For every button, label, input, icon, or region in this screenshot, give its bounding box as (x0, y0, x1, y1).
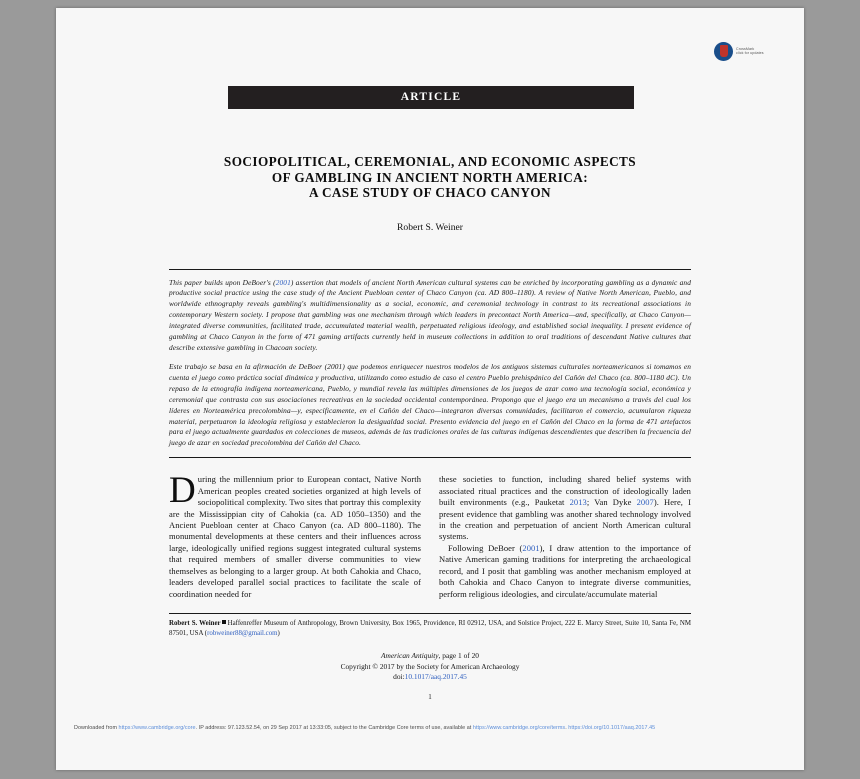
abstract-en-part1: This paper builds upon DeBoer's ( (169, 277, 276, 287)
cambridge-terms-link[interactable]: https://www.cambridge.org/core/terms (472, 725, 566, 731)
download-prefix: Downloaded from (74, 725, 119, 731)
abstract-bottom-rule (169, 457, 691, 458)
body-right-text-a: these societies to function, including shared belief systems with associated ritual practices and the construction of ideologically laden built environments (e.g., Pauketat (439, 474, 691, 508)
body-columns (169, 470, 691, 600)
page-title (169, 154, 691, 201)
body-paragraph-right-1 (439, 474, 691, 543)
abstract-section (169, 269, 691, 459)
journal-pageinfo: , page 1 of 20 (438, 651, 479, 661)
footnote-rule (169, 613, 691, 614)
page-content (169, 8, 691, 701)
journal-info (169, 651, 691, 682)
journal-line-1 (169, 651, 691, 661)
crossmark-label: CrossMark (736, 46, 755, 51)
square-bullet-icon (222, 620, 226, 624)
download-source-bar (74, 724, 714, 732)
crossmark-inner-mark (720, 45, 728, 57)
body-column-right (439, 474, 691, 600)
page-number: 1 (428, 693, 432, 702)
doi-link[interactable]: 10.1017/aaq.2017.45 (404, 671, 467, 681)
footnote-affiliation-text: Haffenreffer Museum of Anthropology, Brown University, Box 1965, Providence, RI 02912, USA, and Solstice Project, 222 E. Marcy Street, Suite 10, Santa Fe, NM 87501, USA ( (169, 620, 692, 637)
abstract-spanish: Este trabajo se basa en la afirmación de DeBoer (2001) que podemos enriquecer nuestros modelos de los antiguos sistemas culturales norteamericanos si tomamos en cuenta el juego como práctica social dinámica y productiva, utilizando como estudio de caso el centro Pueblo prehispánico del Cañón del Chaco (ca. 800–1180 dC). Un repaso de la etnografía indígena norteamericana, Pueblo, y mundial revela las múltiples dimensiones de los juegos de azar como una tecnología social, económica y ceremonial que contrasta con sus asociaciones recreativas en la sociedad occidental contemporánea. Propongo que el juego era un mecanismo a través del cual los líderes en Norteamérica precolombina—y, específicamente, en el Cañón del Chaco—integraron diversas comunidades, facilitaron el comercio, acumularon riqueza material, perpetuaron la ideología religiosa y establecieron la desigualdad social. Presento evidencia del juego en el Cañón del Chaco en la forma de 471 artefactos para el juego actualmente guardados en colecciones de museos, además de las tradiciones orales de las culturas indígenas descendientes que describen la frecuencia del juego de azar en sociedad precolombina del Cañón del Chaco. (169, 362, 691, 448)
journal-doi (169, 672, 691, 682)
author-email-link[interactable]: robweiner88@gmail.com (207, 629, 278, 637)
crossmark-sublabel: click for updates (736, 51, 764, 55)
abstract-en-citation-link[interactable]: 2001 (275, 277, 291, 287)
crossmark-logo[interactable] (714, 40, 774, 62)
journal-copyright: Copyright © 2017 by the Society for American Archaeology (340, 661, 520, 671)
paper-page (56, 8, 804, 770)
body-right-text-c: ). Here, I present evidence that gambling was another shared technology involved in the creation and perpetuation of ancient North American cultural systems. (439, 497, 691, 542)
author-affiliation-footnote (169, 619, 691, 638)
journal-name: American Antiquity (381, 651, 439, 661)
title-line-2: OF GAMBLING IN ANCIENT NORTH AMERICA: (271, 169, 589, 185)
abstract-en-part2: ) assertion that models of ancient North American cultural systems can be enriched by incorporating gambling as a dynamic and productive social practice using the case study of the Ancient Puebloan center of Chaco Canyon (ca. AD 800–1180). A review of Native North American, Pueblo, and worldwide ethnography reveals gambling's multidimensionality as a social, economic, and ceremonial technology in contrast to its recreational associations in contemporary Western society. I propose that gambling was one mechanism through which leaders in precontact North America—and, specifically, at Chaco Canyon—integrated diverse communities, facilitated trade, accumulated material wealth, perpetuated religious ideology, and established social inequality. I present evidence of gambling at Chaco Canyon in the form of 471 gaming artifacts currently held in museum collections in addition to oral traditions of descendant Native cultures that describe extensive gambling in Chacoan society. (169, 277, 692, 352)
body-right-text-b: ; Van Dyke (586, 497, 637, 508)
body-right-text-d: Following DeBoer ( (448, 542, 523, 553)
download-mid: . IP address: 97.123.52.54, on 29 Sep 2017 at 13:33:05, subject to the Cambridge Core terms of use, available at (195, 725, 473, 731)
author-byline: Robert S. Weiner (397, 221, 463, 233)
body-paragraph-right-2 (439, 543, 691, 600)
body-right-text-e: ), I draw attention to the importance of Native American gaming traditions for interpreting the archaeological record, and I posit that gambling was another mechanism employed at both Cahokia and Chaco Canyon to integrate diverse communities, perform religious ideologies, and circulate/accumulate material (439, 542, 691, 599)
crossmark-badge-icon (714, 42, 733, 61)
footnote-author-name: Robert S. Weiner (169, 620, 221, 628)
body-left-text: uring the millennium prior to European contact, Native North American peoples created societies organized at high levels of sociopolitical complexity. Two sites that portray this complexity are the Mississippian city of Cahokia (ca. AD 1050–1350) and the Ancient Puebloan center at Chaco Canyon (ca. AD 800–1180). The monumental developments at these centers and their influences across large, ideologically unified regions suggest integrated cultural systems that required members of smaller diverse communities to view themselves as belonging to a larger group. At both Cahokia and Chaco, leaders developed parallel social practices to facilitate the scale of coordination needed for (169, 474, 421, 599)
citation-link-pauketat[interactable]: 2013 (569, 497, 587, 508)
doi-label: doi: (393, 671, 405, 681)
drop-cap: D (169, 470, 196, 512)
download-sep: . (565, 725, 569, 731)
citation-link-deboer[interactable]: 2001 (522, 542, 540, 553)
citation-link-vandyke[interactable]: 2007 (636, 497, 654, 508)
crossmark-caption (736, 47, 764, 56)
doi-org-link[interactable]: https://doi.org/10.1017/aaq.2017.45 (568, 725, 656, 731)
footnote-close-paren: ) (277, 629, 280, 637)
cambridge-core-link[interactable]: https://www.cambridge.org/core (118, 725, 196, 731)
title-line-3: A CASE STUDY OF CHACO CANYON (308, 185, 552, 200)
article-type-banner: ARTICLE (228, 86, 634, 109)
title-line-1: SOCIOPOLITICAL, CEREMONIAL, AND ECONOMIC ASPECTS (223, 154, 637, 169)
abstract-english (169, 270, 691, 361)
body-column-left (169, 470, 421, 600)
body-paragraph-left-1 (169, 470, 421, 600)
